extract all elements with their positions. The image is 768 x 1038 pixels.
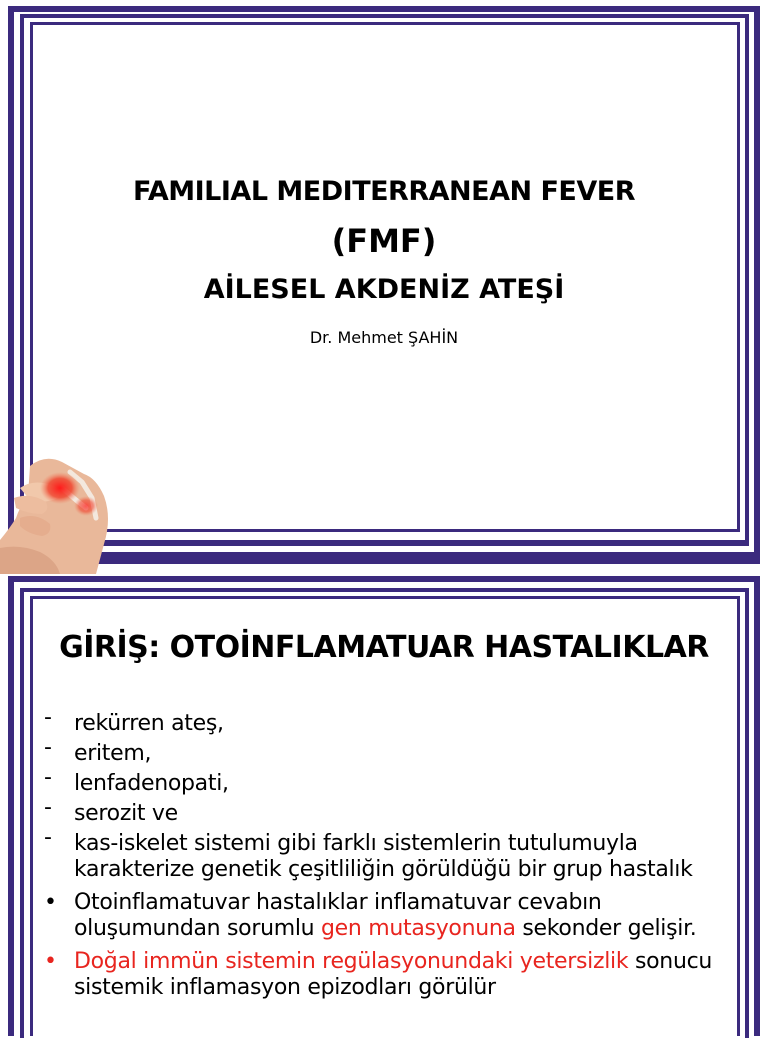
title-abbreviation: (FMF) [331, 222, 437, 260]
title-turkish: AİLESEL AKDENİZ ATEŞİ [203, 274, 565, 305]
bullet-text-part: sonucu sistemik inflamasyon epizodları görülür [74, 949, 713, 1000]
list-item-text: eritem, [74, 741, 152, 766]
dash-marker: - [44, 765, 52, 790]
list-item [44, 795, 744, 827]
dash-marker: - [44, 795, 52, 820]
content-list [44, 705, 744, 1008]
list-item [44, 890, 744, 942]
slide-heading: GİRİŞ: OTOİNFLAMATUAR HASTALIKLAR [59, 630, 709, 665]
title-english: FAMILIAL MEDITERRANEAN FEVER [133, 176, 635, 207]
frame-bar [20, 540, 749, 546]
bullet-marker: • [44, 890, 57, 915]
frame-bar [8, 552, 760, 559]
dash-marker: - [44, 825, 52, 850]
list-item [44, 949, 744, 1001]
list-item-text: rekürren ateş, [74, 711, 224, 736]
list-item-text: lenfadenopati, [74, 771, 229, 796]
list-item [44, 705, 744, 737]
highlighted-text: gen mutasyonuna [321, 916, 516, 941]
intro-slide [0, 574, 768, 1024]
inflamed-hand-joint-image [0, 448, 112, 574]
list-item [44, 765, 744, 797]
list-item-text: kas-iskelet sistemi gibi farklı sistemlerin tutulumuyla karakterize genetik çeşitliliğin görüldüğü bir grup hastalık [74, 831, 693, 882]
dash-marker: - [44, 735, 52, 760]
author: Dr. Mehmet ŞAHİN [309, 328, 459, 347]
bullet-text-part: sekonder gelişir. [515, 916, 697, 941]
highlighted-text: Doğal immün sistemin regülasyonundaki yetersizlik [74, 949, 629, 974]
bullet-text-part: Otoinflamatuvar hastalıklar inflamatuvar cevabın oluşumundan sorumlu [74, 890, 602, 941]
list-item-text: serozit ve [74, 801, 178, 826]
list-item [44, 735, 744, 767]
list-item [44, 825, 744, 883]
bullet-marker: • [44, 949, 57, 974]
dash-marker: - [44, 705, 52, 730]
